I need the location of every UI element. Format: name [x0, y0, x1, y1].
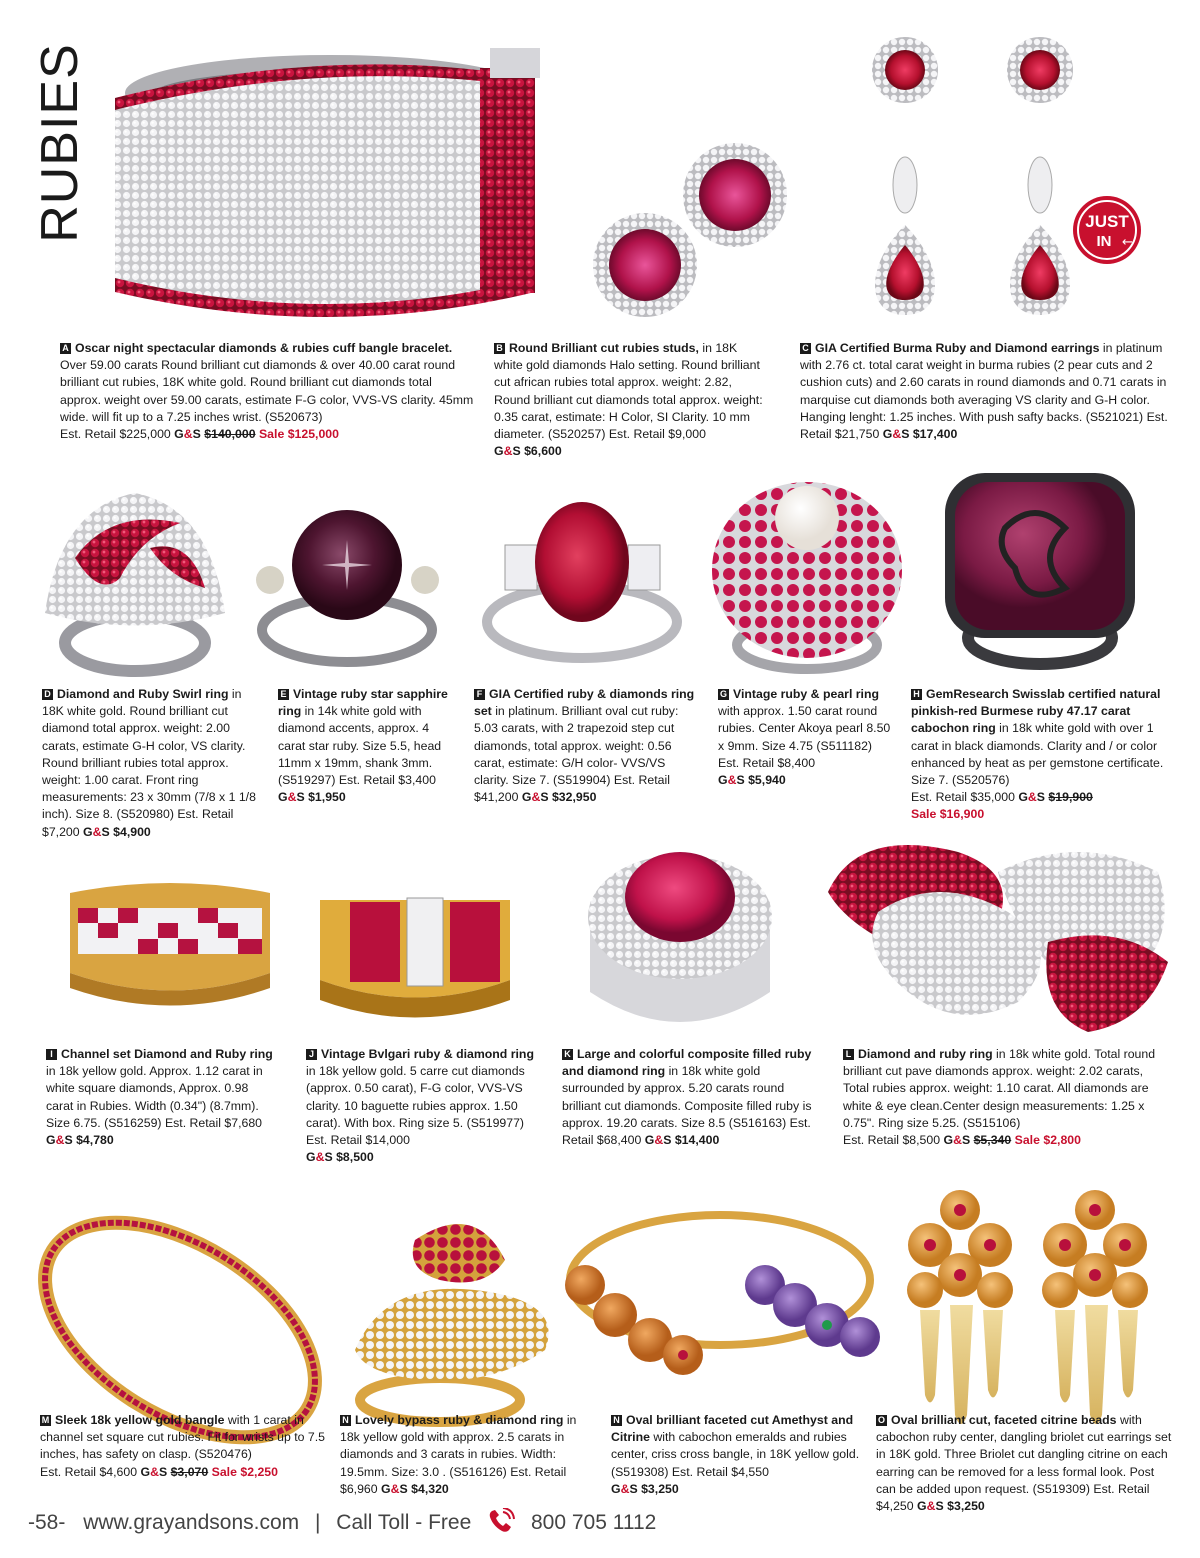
- cuff-bracelet-image: [95, 38, 555, 338]
- call-label: Call Toll - Free: [336, 1511, 472, 1534]
- item-price: $5,940: [748, 773, 786, 788]
- item-original-price: $3,070: [170, 1464, 209, 1479]
- item-d: [42, 686, 264, 841]
- gs-label: G&S: [83, 824, 110, 839]
- item-price: $32,950: [551, 790, 597, 805]
- item-description: in 18k white gold with over 1 carat in black diamonds. Clarity and / or color enhanced by heat as per gemstone certificate. Size 7. (S520576): [911, 721, 1164, 788]
- item-price: $14,400: [674, 1133, 720, 1148]
- item-title: GIA Certified ruby & diamonds ring set: [474, 687, 695, 719]
- item-letter: L: [843, 1049, 854, 1060]
- item-letter: C: [800, 343, 811, 354]
- item-n-ring: [340, 1412, 595, 1498]
- bvlgari-ring-image: [310, 890, 520, 1030]
- item-letter: G: [719, 689, 727, 699]
- item-b: [494, 340, 769, 460]
- item-description: with cabochon ruby center, dangling briolet cut earrings set in 18K gold. Three Briolet cut dangling citrine on each earring can be removed for a less formal look. Post can be added upon request. (S519309) Est. Retail $4,250: [876, 1413, 1172, 1514]
- item-title: GemResearch Swisslab certified natural pinkish-red Burmese ruby 47.17 carat cabochon ring: [911, 687, 1161, 736]
- item-title: Oscar night spectacular diamonds & rubies cuff bangle bracelet.: [75, 341, 453, 355]
- item-title: Diamond and ruby ring: [858, 1047, 993, 1061]
- gs-label: G&S: [644, 1133, 672, 1148]
- gs-label: G&S: [611, 1481, 638, 1496]
- item-description: with cabochon emeralds and rubies center, criss cross bangle, in 18K yellow gold. (S519308) Est. Retail $4,550: [611, 1430, 860, 1479]
- gs-label: G&S: [278, 790, 305, 805]
- swirl-ring-image: [30, 478, 240, 678]
- gs-label: G&S: [174, 427, 201, 442]
- item-retail: Est. Retail $8,500: [843, 1133, 941, 1148]
- item-title: Vintage ruby & pearl ring: [733, 687, 880, 701]
- item-price: $3,250: [641, 1481, 679, 1496]
- item-description: in 18k yellow gold. 5 carre cut diamonds (approx. 0.50 carat), F-G color, VVS-VS clarity. 10 baguette rubies approx. 1.50 carat). With box. Ring size 5. (S519977) Est. Retail $14,000: [306, 1064, 525, 1148]
- just-in-line2: IN: [1096, 233, 1112, 250]
- item-description: with 1 carat in channel set square cut rubies. Fit for wrists up to 7.5 inches, has safety on clasp. (S520476): [40, 1413, 326, 1462]
- item-k: [562, 1046, 820, 1149]
- item-letter: N: [340, 1415, 351, 1426]
- item-letter: A: [60, 343, 71, 354]
- item-description: in 18K white gold. Round brilliant cut diamond total approx. weight: 2.00 carats, estimate G-H color, VS clarity. Round brilliant rubies total approx. weight: 1.00 carat. Front ring measurements: 23 x 30mm (7/8 x 1 1/8 inch). Size 8. (S520980) Est. Retail $7,200: [42, 687, 256, 839]
- item-letter: I: [46, 1049, 57, 1060]
- page-number: -58-: [28, 1511, 66, 1534]
- gs-label: G&S: [46, 1133, 73, 1148]
- burma-ruby-earrings-image: [850, 30, 1100, 320]
- gs-label: G&S: [917, 1499, 944, 1514]
- gs-label: G&S: [140, 1464, 168, 1479]
- item-m: [40, 1412, 330, 1481]
- item-price: $17,400: [912, 427, 958, 442]
- item-sale-price: Sale $16,900: [911, 807, 985, 822]
- item-description: in 18k yellow gold with approx. 2.5 carats in diamonds and 3 carats in rubies. Width: 19.5mm. Size: 3.0 . (S516126) Est. Retail $6,960: [340, 1413, 577, 1496]
- gs-label: G&S: [718, 773, 745, 788]
- item-letter: N: [611, 1415, 622, 1426]
- item-retail: Est. Retail $4,600: [40, 1464, 138, 1479]
- gs-label: G&S: [306, 1150, 333, 1165]
- gs-label: G&S: [521, 790, 549, 805]
- item-n-bangle: [611, 1412, 861, 1498]
- diamond-ruby-link-ring-image: [818, 832, 1183, 1042]
- section-title: RUBIES: [31, 43, 89, 243]
- item-price: $1,950: [308, 790, 346, 805]
- gs-label: G&S: [882, 427, 910, 442]
- arrow-icon: ←: [1122, 235, 1133, 250]
- item-title: Round Brilliant cut rubies studs,: [509, 341, 699, 355]
- item-price: $6,600: [524, 444, 562, 459]
- item-i: [46, 1046, 274, 1149]
- item-f: [474, 686, 696, 806]
- item-description: in platinum. Brilliant oval cut ruby: 5.03 carats, with 2 trapezoid step cut diamonds, total approx. weight: 0.56 carat, estimate: G/H color- VVS/VS clarity. Size 7. (S519904) Est. Retail $41,200: [474, 704, 679, 805]
- composite-ruby-ring-image: [570, 842, 790, 1042]
- item-j: [306, 1046, 538, 1166]
- item-c: [800, 340, 1170, 443]
- item-description: Over 59.00 carats Round brilliant cut diamonds & over 40.00 carat round brilliant cut rubies, 18K white gold. Round brilliant cut diamonds total approx. weight over 59.00 carats, estimate F-G color, VVS-VS clarity. 45mm wide. will fit up to a 7.25 inches wrist. (S520673): [60, 358, 474, 424]
- item-description: with approx. 1.50 carat round rubies. Center Akoya pearl 8.50 x 9mm. Size 4.75 (S511182) Est. Retail $8,400: [718, 704, 891, 770]
- item-g: [718, 686, 893, 789]
- bypass-ring-image: [345, 1210, 570, 1435]
- just-in-badge: [1072, 195, 1142, 265]
- item-l: [843, 1046, 1158, 1149]
- item-title: Large and colorful composite filled ruby and diamond ring: [562, 1047, 812, 1079]
- item-price: $8,500: [336, 1150, 374, 1165]
- footer-separator: |: [314, 1511, 321, 1534]
- oval-ruby-ring-image: [470, 500, 695, 670]
- item-price: $4,320: [411, 1481, 449, 1496]
- item-description: in 14k white gold with diamond accents, approx. 4 carat star ruby. Size 5.5, head 11mm x 19mm, shank 3mm. (S519297) Est. Retail $3,400: [278, 704, 442, 788]
- item-retail: Est. Retail $225,000: [60, 427, 171, 442]
- item-letter: F: [474, 689, 485, 700]
- item-retail: Est. Retail $35,000: [911, 790, 1015, 805]
- item-price: $3,250: [947, 1499, 985, 1514]
- item-sale-price: Sale $125,000: [258, 427, 339, 442]
- item-description: in platinum with 2.76 ct. total carat weight in burma rubies (2 pear cuts and 2 cushion cuts) and 2.60 carats in round diamonds and 0.71 carats in marquise cut diamonds both averaging VS clarity and G-H color. Hanging lenght: 1.25 inches. With push safty backs. (S521021) Est. Retail $21,750: [800, 341, 1168, 442]
- gs-label: G&S: [943, 1133, 971, 1148]
- item-letter: M: [41, 1415, 50, 1425]
- item-title: Vintage Bvlgari ruby & diamond ring: [321, 1047, 534, 1061]
- item-price: $4,900: [113, 824, 151, 839]
- gs-label: G&S: [1018, 790, 1045, 805]
- ruby-studs-image: [590, 140, 800, 320]
- item-letter: H: [911, 689, 922, 700]
- website-link[interactable]: www.grayandsons.com: [83, 1511, 300, 1534]
- item-a: [60, 340, 475, 443]
- item-o: [876, 1412, 1174, 1515]
- gs-label: G&S: [494, 444, 521, 459]
- item-title: Vintage ruby star sapphire ring: [278, 687, 448, 719]
- page-footer: [28, 1508, 656, 1540]
- phone-icon: [487, 1508, 515, 1540]
- item-original-price: $19,900: [1048, 790, 1093, 805]
- item-description: in 18k yellow gold. Approx. 1.12 carat in white square diamonds, Approx. 0.98 carat in Rubies. Width (0.34") (8.7mm). Size 6.75. (S516259) Est. Retail $7,680: [46, 1064, 263, 1130]
- item-letter: D: [42, 689, 53, 700]
- phone-number[interactable]: 800 705 1112: [530, 1511, 657, 1534]
- item-description: in 18k white gold surrounded by approx. 5.20 carats round brilliant cut diamonds. Composite filled ruby is approx. 19.20 carats. Size 8.5 (S516163) Est. Retail $68,400: [562, 1064, 812, 1148]
- item-letter: O: [877, 1415, 885, 1425]
- star-ruby-ring-image: [235, 510, 460, 670]
- channel-set-ring-image: [60, 878, 280, 1018]
- item-letter: E: [278, 689, 289, 700]
- amethyst-citrine-bangle-image: [555, 1185, 885, 1425]
- item-e: [278, 686, 453, 806]
- item-title: Channel set Diamond and Ruby ring: [61, 1047, 273, 1061]
- item-letter: K: [562, 1049, 573, 1060]
- gs-label: G&S: [381, 1481, 408, 1496]
- item-title: Diamond and Ruby Swirl ring: [57, 687, 229, 701]
- item-original-price: $140,000: [204, 427, 256, 442]
- cabochon-ruby-ring-image: [935, 468, 1145, 673]
- item-original-price: $5,340: [973, 1133, 1012, 1148]
- item-letter: J: [306, 1049, 317, 1060]
- item-title: GIA Certified Burma Ruby and Diamond earrings: [815, 341, 1100, 355]
- ruby-pearl-ring-image: [705, 470, 910, 675]
- just-in-line1: JUST: [1085, 212, 1129, 231]
- item-title: Lovely bypass ruby & diamond ring: [355, 1413, 564, 1427]
- item-description: in 18k white gold. Total round brilliant cut pave diamonds approx. weight: 2.02 carats, Total rubies approx. weight: 1.10 carat. All diamonds are white & eye clean.Center design measurements: 1.25 x 0.75". Ring size 5.25. (S515106): [843, 1047, 1156, 1130]
- item-letter: B: [494, 343, 505, 354]
- item-description: in 18K white gold diamonds Halo setting. Round brilliant cut african rubies total approx. weight: 2.82, Round brilliant cut diamonds total approx. weight: 0.35 carat, estimate: H Color, SI Clarity. 10 mm diameter. (S520257) Est. Retail $9,000: [494, 341, 763, 442]
- item-price: $4,780: [76, 1133, 114, 1148]
- item-sale-price: Sale $2,250: [211, 1464, 278, 1479]
- item-title: Oval brilliant faceted cut Amethyst and Citrine: [611, 1413, 854, 1445]
- item-sale-price: Sale $2,800: [1014, 1133, 1081, 1148]
- item-h: [911, 686, 1166, 824]
- item-title: Oval brilliant cut, faceted citrine beads: [891, 1413, 1117, 1427]
- item-title: Sleek 18k yellow gold bangle: [55, 1413, 225, 1427]
